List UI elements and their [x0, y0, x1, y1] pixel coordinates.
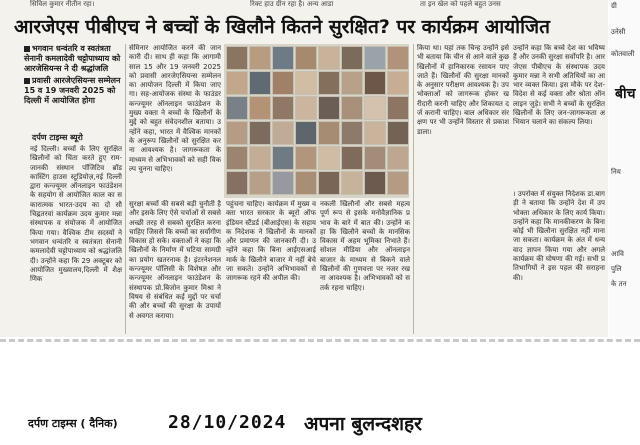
side-headlines — [24, 44, 124, 108]
top-strip-middle: रिक्ट हाउ ग्रीन रहा है। अन्य आडा — [250, 0, 334, 8]
participant-tile — [249, 146, 271, 170]
participant-tile — [364, 46, 386, 70]
participant-tile — [295, 96, 317, 120]
participant-tile — [318, 121, 340, 145]
participant-tile — [226, 71, 248, 95]
headline: आरजेएस पीबीएच ने बच्चों के खिलौने कितने सुरक्षित? पर कार्यक्रम आयोजित — [14, 16, 550, 38]
participant-tile — [226, 96, 248, 120]
bullet-square-icon — [24, 78, 30, 84]
participant-tile — [249, 71, 271, 95]
participant-tile — [272, 146, 294, 170]
participant-tile — [272, 71, 294, 95]
participant-tile — [341, 71, 363, 95]
article-column-4: उन्होंने कहा कि बच्चे देश का भविष्य हैं और उनकी सुरक्षा सर्वोपरि है। आरजेएस पीबीएच के संस्थापक उदय कुमार मन्ना ने सभी अतिथियों का आभार व्यक्त किया। इस मौके पर देश-विदेश से कई वक्ता और श्रोता ऑनलाइन जुड़े। सभी ने बच्चों के सुरक्षित खिलौनों के लिए जन-जागरूकता अभियान चलाने का संकल्प लिया। — [513, 44, 605, 127]
side-headline-1 — [24, 44, 124, 74]
scrap-line: कोतवाली — [611, 50, 635, 58]
participant-tile — [272, 46, 294, 70]
participant-tile — [295, 46, 317, 70]
article-column-3: किया था। यहां तक चिन्ह उन्होंने इसे भी बताया कि चीन से आने वाले कुछ खिलौनों में हानिकारक रसायन पाए जाते हैं। खिलौनों की सुरक्षा मानकों के अनुसार परीक्षण आवश्यक है। उपभोक्ताओं को जागरूक होकर खरीदारी करनी चाहिए और शिकायत दर्ज करानी चाहिए। बाल अधिकार संरक्षण पर भी उन्होंने विस्तार से प्रकाश डाला। — [417, 44, 509, 136]
participant-tile — [341, 96, 363, 120]
participant-tile — [318, 71, 340, 95]
publication-date: 28/10/2024 — [168, 412, 287, 433]
participant-tile — [387, 71, 409, 95]
side-headline-2-text: प्रवासी आरजेएसियन्स सम्मेलन 15 व 19 जनवरी 2025 को दिल्ली में आयोजित होगा — [24, 76, 121, 105]
participant-tile — [364, 121, 386, 145]
participant-tile — [364, 146, 386, 170]
participant-tile — [364, 171, 386, 195]
participant-tile — [226, 46, 248, 70]
scrap-line: निय — [611, 168, 621, 176]
top-strip-left: सिविल कुमार नीतीन रहा। — [30, 0, 95, 8]
scrap-line: उनेसी — [611, 28, 626, 36]
top-strip — [0, 0, 608, 10]
side-headline-1-text: भगवान धन्वंतरि व स्वतंत्रता सेनानी कमलादेवी चट्टोपाध्याय को आरजेसियन्स ने दी श्रद्धांजलि — [24, 44, 121, 73]
participant-tile — [272, 96, 294, 120]
article-column-2: सेमिनार आयोजित करने की जानकारी दी। साथ ही कहा कि आगामी साल 15 और 19 जनवरी 2025 को प्रवासी आरजेएसियन्स सम्मेलन का आयोजन दिल्ली में किया जाएगा। सह-आयोजक संस्था के फाउंडर कन्ज्यूमर ऑनलाइन फाउंडेशन के मुख्य वक्ता ने बच्चों के खिलौनों के मुद्दे को बहुत संवेदनशील बताया। उन्होंने कहा, भारत में वैश्विक मानकों के अनुरूप खिलौनों को सुरक्षित करना आवश्यक है। जागरूकता के माध्यम से अभिभावकों को सही विकल्प चुनना चाहिए। — [129, 44, 221, 173]
participant-tile — [387, 121, 409, 145]
article-column-mid-right: नकली खिलौनों और सबसे महत्वपूर्ण रूप से इसके मनोवैज्ञानिक प्रभाव के बारे में बात की। उन्होंने कहा कि खिलौने बच्चों के मानसिक विकास में अहम भूमिका निभाते हैं। सोशल मीडिया और ऑनलाइन बाजार के माध्यम से बिकने वाले खिलौनों की गुणवत्ता पर नजर रखना आवश्यक है। अभिभावकों को सतर्क रहना चाहिए। — [320, 200, 410, 292]
participant-tile — [272, 121, 294, 145]
scrap-line: के तन — [611, 280, 627, 288]
byline: दर्पण टाइम्स ब्यूरो — [32, 133, 83, 142]
participant-tile — [318, 96, 340, 120]
participant-tile — [295, 121, 317, 145]
adjacent-clipping-scrap — [609, 0, 640, 337]
participant-tile — [387, 171, 409, 195]
article-column-lower-mid: पहुंचना चाहिए। कार्यक्रम में मुख्य वक्ता भारत सरकार के ब्यूरो ऑफ इंडियन स्टैंडर्ड (बीआईएस) के सहायक निदेशक ने खिलौनों के मानकों और प्रमाणन की जानकारी दी। उन्होंने कहा कि बिना आईएसआई मार्क के खिलौने बाजार में नहीं बेचे जा सकते। उन्होंने अभिभावकों से जागरूक रहने की अपील की। — [226, 200, 316, 283]
participant-tile — [341, 171, 363, 195]
participant-tile — [295, 146, 317, 170]
participant-tile — [249, 46, 271, 70]
scrap-big-word: बीच — [615, 86, 636, 102]
side-headline-2 — [24, 76, 124, 106]
participant-tile — [341, 146, 363, 170]
edition-city: अपना बुलन्दशहर — [304, 413, 422, 435]
article-column-5: । उपरोक्त में संयुक्त निदेशक डा.बागड़ी ने बताया कि उन्होंने देश में उपभोक्ता अधिकार के लिए कार्य किया। उन्होंने कहा कि मानकीकरण के बिना कोई भी खिलौना सुरक्षित नहीं माना जा सकता। कार्यक्रम के अंत में धन्यवाद ज्ञापन किया गया और अगले कार्यक्रम की घोषणा की गई। सभी प्रतिभागियों ने इस पहल की सराहना की। — [513, 190, 605, 282]
participant-tile — [364, 71, 386, 95]
participant-tile — [226, 171, 248, 195]
participant-tile — [341, 121, 363, 145]
participant-tile — [318, 46, 340, 70]
participant-tile — [387, 146, 409, 170]
video-conference-photo — [224, 44, 409, 198]
article-column-lower-left: सुरक्षा बच्चों की सबसे बड़ी चुनौती है और इसके लिए ऐसे चर्चाओं से सबसे अच्छी तरह से सबको सुरक्षित करना चाहिए जिससे कि बच्चों का सर्वांगीण विकास हो सके। वक्ताओं ने कहा कि खिलौनों के निर्माण में घटिया सामग्री का प्रयोग खतरनाक है। इंटरनेशनल कन्ज्यूमर पॉलिसी के विशेषज्ञ और कन्ज्यूमर ऑनलाइन फाउंडेशन के संस्थापक प्रो.बिजोन कुमार मिश्रा ने विषय से संबंधित कई मुद्दों पर चर्चा की और बच्चों की सुरक्षा के उपायों से अवगत कराया। — [129, 200, 221, 320]
scrap-line: आवि — [611, 250, 624, 258]
column-divider — [413, 44, 414, 334]
participant-tile — [387, 96, 409, 120]
bullet-square-icon — [24, 46, 30, 52]
dashed-divider — [0, 339, 640, 342]
participant-tile — [249, 121, 271, 145]
participant-tile — [226, 121, 248, 145]
participant-tile — [249, 171, 271, 195]
clipping-caption — [0, 350, 640, 445]
article-column-1: नई दिल्ली। बच्चों के लिए सुरक्षित खिलौनों को चिंता करते हुए राम-जानकी संस्थान पॉजिटिव ब्रॉडकास्टिंग हाउस स्टूडियोज़,नई दिल्ली द्वारा कन्ज्यूमर ऑनलाइन फाउंडेशन के सहयोग से आयोजित काल का सकारात्मक भारत-उदय का दो सौ चिह्नतरवां कार्यक्रम उदय कुमार मन्ना संस्थापक व संयोजक में आयोजित किया गया। वैश्विक टीम सदस्यों ने भगवान धन्वंतरि व स्वतंत्रता सेनानी कमलादेवी चट्टोपाध्याय को श्रद्धांजलि दी। उन्होंने कहा कि 29 अक्टूबर को आयोजित मुख्यालय,दिल्ली में शैक्षणिक — [30, 145, 122, 284]
participant-tile — [226, 146, 248, 170]
source-newspaper: दर्पण टाइम्स ( दैनिक) — [28, 417, 118, 430]
participant-tile — [364, 96, 386, 120]
participant-tile — [318, 146, 340, 170]
participant-tile — [272, 171, 294, 195]
participant-tile — [295, 171, 317, 195]
participant-tile — [341, 46, 363, 70]
participant-tile — [318, 171, 340, 195]
scrap-line: ग्री — [611, 2, 617, 10]
top-strip-right: ता इन खेल को पहले बहुत उनस — [420, 0, 501, 8]
column-divider — [125, 44, 126, 334]
participant-tile — [387, 46, 409, 70]
participant-tile — [249, 96, 271, 120]
scrap-line: पुलि — [611, 265, 622, 273]
participant-tile — [295, 71, 317, 95]
